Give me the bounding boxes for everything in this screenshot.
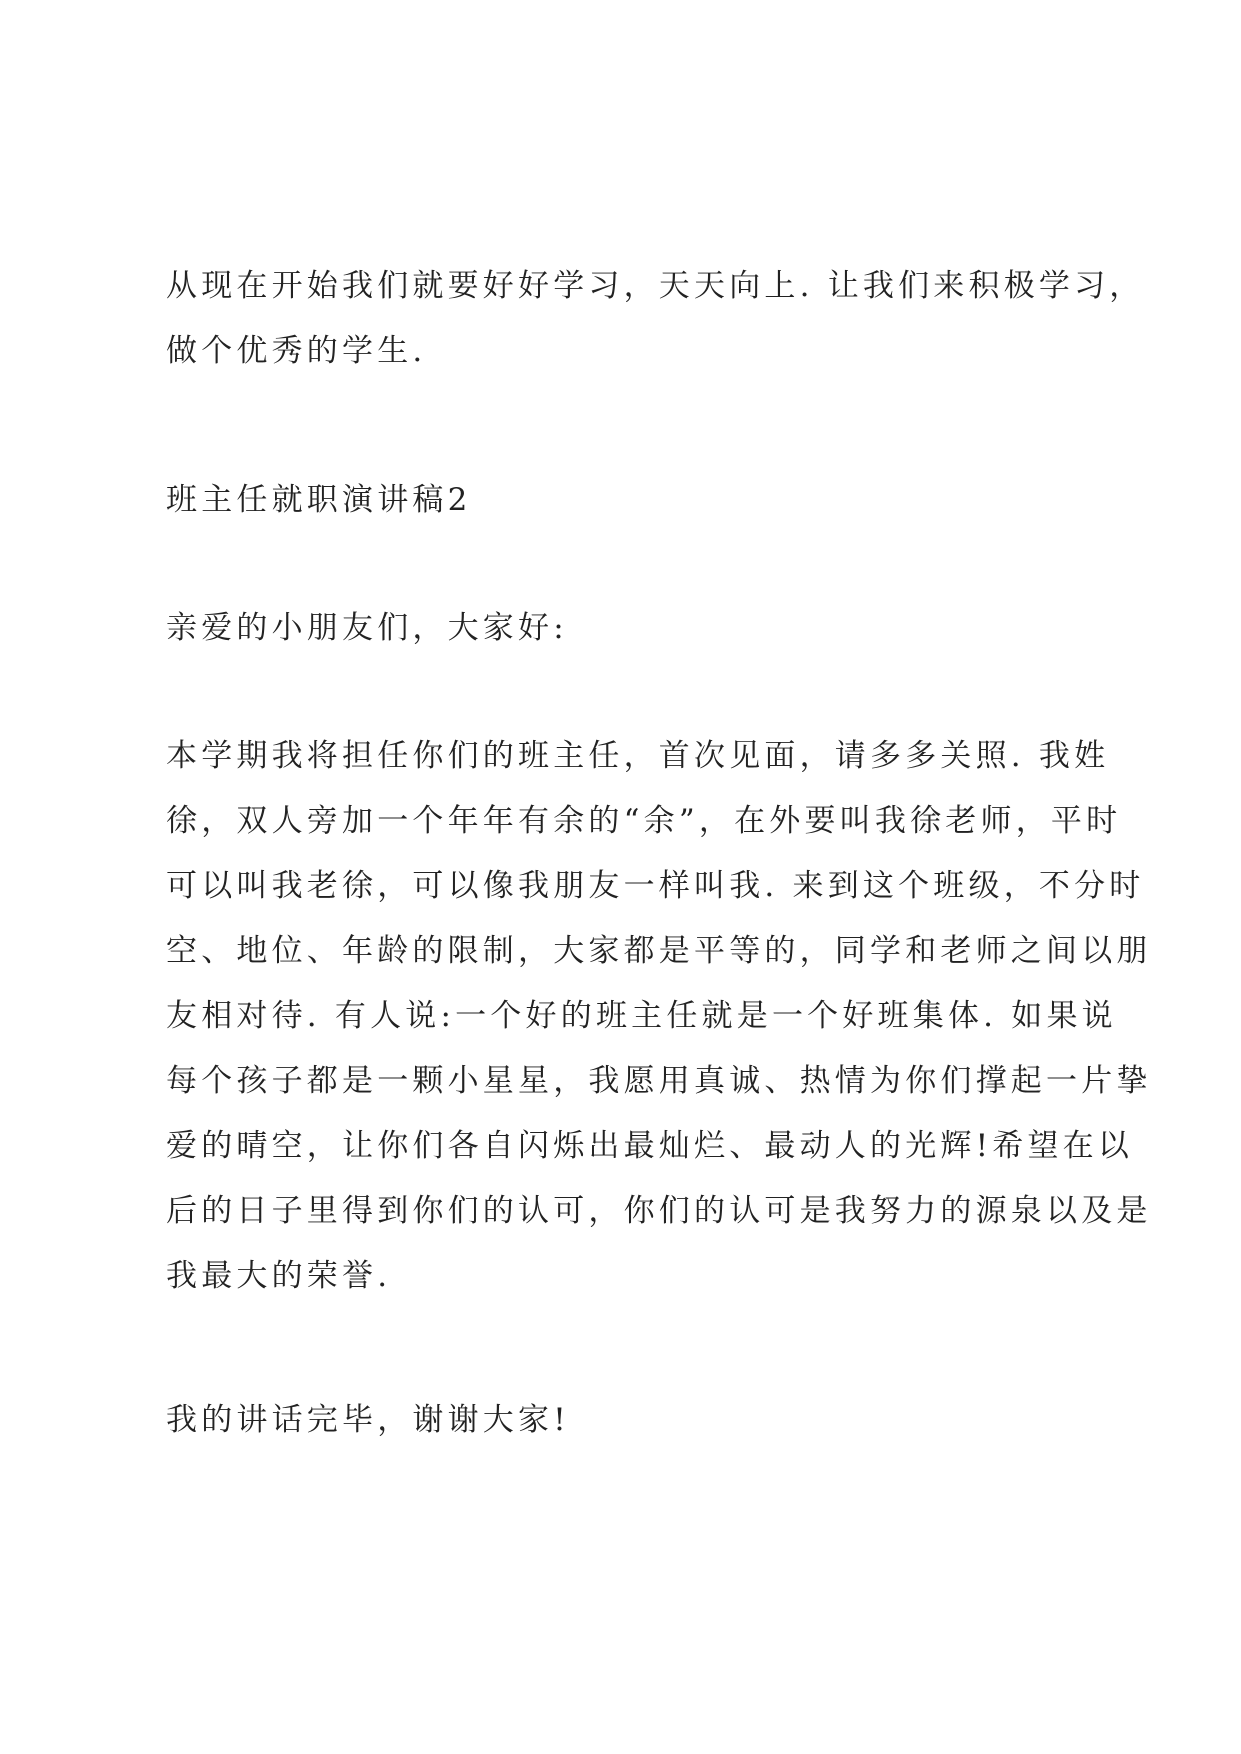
section-title-text: 班主任就职演讲稿2	[166, 482, 472, 518]
greeting-text: 亲爱的小朋友们，大家好:	[166, 610, 568, 646]
text-line: 爱的晴空，让你们各自闪烁出最灿烂、最动人的光辉!希望在以	[166, 1128, 1134, 1164]
text-line: 每个孩子都是一颗小星星，我愿用真诚、热情为你们撑起一片挚	[166, 1063, 1152, 1099]
text-line: 从现在开始我们就要好好学习，天天向上. 让我们来积极学习，	[166, 268, 1145, 304]
closing-text: 我的讲话完毕，谢谢大家!	[166, 1402, 570, 1438]
text-line: 友相对待. 有人说:一个好的班主任就是一个好班集体. 如果说	[166, 998, 1117, 1034]
closing	[166, 1388, 1096, 1453]
paragraph-intro-end	[166, 254, 1145, 384]
greeting	[166, 596, 1096, 661]
section-title	[166, 468, 1096, 533]
text-line: 我最大的荣誉.	[166, 1258, 392, 1294]
text-line: 可以叫我老徐，可以像我朋友一样叫我. 来到这个班级，不分时	[166, 868, 1145, 904]
text-line: 做个优秀的学生.	[166, 333, 427, 369]
text-line: 空、地位、年龄的限制，大家都是平等的，同学和老师之间以朋	[166, 933, 1152, 969]
text-line: 后的日子里得到你们的认可，你们的认可是我努力的源泉以及是	[166, 1193, 1152, 1229]
paragraph-main	[166, 724, 1152, 1309]
text-line: 本学期我将担任你们的班主任，首次见面，请多多关照. 我姓	[166, 738, 1110, 774]
text-line: 徐，双人旁加一个年年有余的“余”，在外要叫我徐老师，平时	[166, 803, 1122, 839]
